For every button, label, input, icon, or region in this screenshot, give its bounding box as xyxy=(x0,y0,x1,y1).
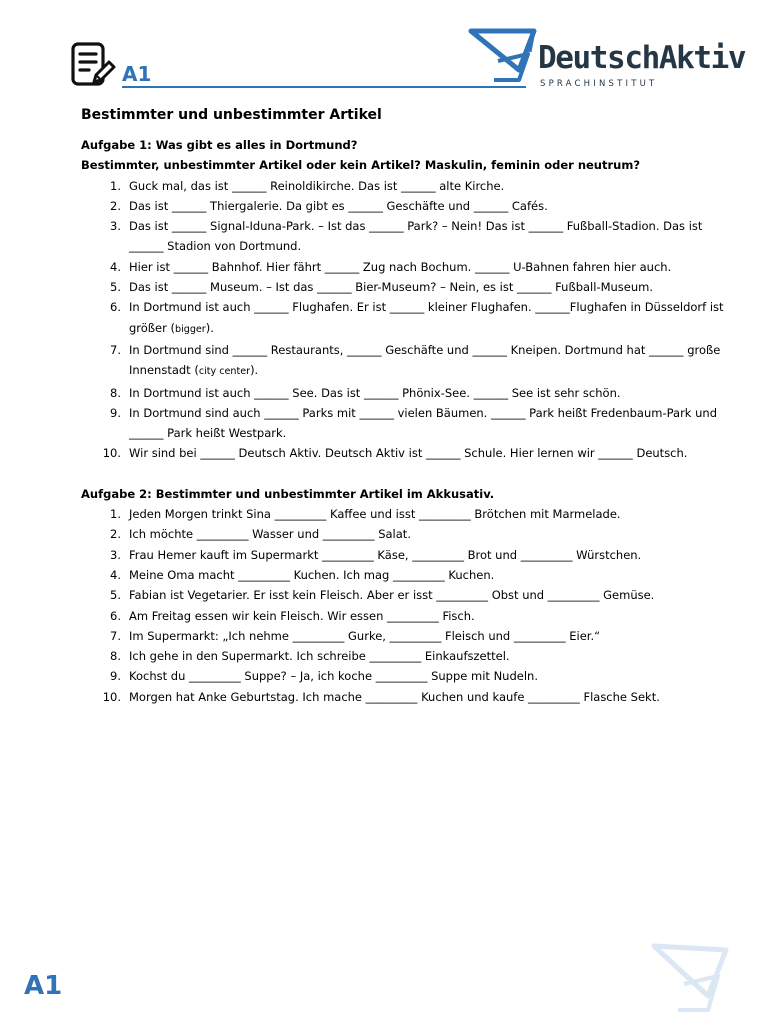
watermark-logo-icon xyxy=(650,940,730,1016)
exercise-item xyxy=(81,340,731,383)
item-number: 1. xyxy=(110,178,121,193)
item-text: Wir sind bei ______ Deutsch Aktiv. Deutsch Aktiv ist ______ Schule. Hier lernen wir ______ Deutsch. xyxy=(129,446,688,461)
translation-note: bigger xyxy=(175,323,206,335)
item-number: 8. xyxy=(110,649,121,664)
exercise-item xyxy=(81,216,731,257)
exercise-item xyxy=(81,626,731,646)
item-number: 5. xyxy=(110,588,121,603)
exercise-item xyxy=(81,383,731,403)
item-text: In Dortmund ist auch ______ See. Das ist ______ Phönix-See. ______ See ist sehr schön. xyxy=(129,385,621,400)
item-number: 9. xyxy=(110,405,121,420)
exercise-item xyxy=(81,176,731,196)
item-text: Ich möchte _________ Wasser und _________ Salat. xyxy=(129,527,411,542)
exercise-item xyxy=(81,666,731,686)
translation-note: city center xyxy=(198,366,251,378)
item-number: 9. xyxy=(110,669,121,684)
item-number: 6. xyxy=(110,608,121,623)
item-number: 7. xyxy=(110,342,121,357)
item-text: Meine Oma macht _________ Kuchen. Ich mag _________ Kuchen. xyxy=(129,567,495,582)
task2-heading: Aufgabe 2: Bestimmter und unbestimmter Artikel im Akkusativ. xyxy=(81,486,495,501)
exercise-item xyxy=(81,606,731,626)
item-text: Ich gehe in den Supermarkt. Ich schreibe _________ Einkaufszettel. xyxy=(129,649,510,664)
worksheet-pencil-icon xyxy=(70,42,116,88)
exercise-item xyxy=(81,297,731,340)
exercise-item xyxy=(81,403,731,444)
logo-subtitle: SPRACHINSTITUT xyxy=(540,79,658,89)
item-number: 3. xyxy=(110,219,121,234)
item-text: Das ist ______ Signal-Iduna-Park. – Ist das ______ Park? – Nein! Das ist ______ Fußball-Stadion. Das ist ______ Stadion von Dortmund. xyxy=(129,219,703,254)
level-badge-bottom: A1 xyxy=(24,971,63,1001)
item-text: Hier ist ______ Bahnhof. Hier fährt ______ Zug nach Bochum. ______ U-Bahnen fahren hier auch. xyxy=(129,259,672,274)
exercise-item xyxy=(81,504,731,524)
exercise-item xyxy=(81,443,731,463)
item-text: Im Supermarkt: „Ich nehme _________ Gurke, _________ Fleisch und _________ Eier.“ xyxy=(129,628,601,643)
item-number: 1. xyxy=(110,507,121,522)
item-text: Morgen hat Anke Geburtstag. Ich mache _________ Kuchen und kaufe _________ Flasche Sekt. xyxy=(129,689,660,704)
page-title: Bestimmter und unbestimmter Artikel xyxy=(81,107,382,123)
item-number: 10. xyxy=(102,689,121,704)
item-text: In Dortmund sind ______ Restaurants, ______ Geschäfte und ______ Kneipen. Dortmund hat ______ große Innenstadt ( xyxy=(129,342,721,378)
task2-list xyxy=(81,504,731,707)
exercise-item xyxy=(81,687,731,707)
exercise-item xyxy=(81,565,731,585)
logo-wordmark: DeutschAktiv xyxy=(538,40,746,76)
task1-heading: Aufgabe 1: Was gibt es alles in Dortmund? xyxy=(81,138,358,152)
item-text: Das ist ______ Museum. – Ist das ______ Bier-Museum? – Nein, es ist ______ Fußball-Museum. xyxy=(129,280,654,295)
level-badge-top: A1 xyxy=(122,62,152,86)
item-number: 2. xyxy=(110,198,121,213)
exercise-item xyxy=(81,545,731,565)
item-text: In Dortmund sind auch ______ Parks mit ______ vielen Bäumen. ______ Park heißt Fredenbaum-Park und ______ Park heißt Westpark. xyxy=(129,405,717,441)
task1-instruction: Bestimmter, unbestimmter Artikel oder kein Artikel? Maskulin, feminin oder neutrum? xyxy=(81,158,640,173)
item-number: 6. xyxy=(110,300,121,315)
item-text-end: ). xyxy=(205,320,214,335)
item-text: Das ist ______ Thiergalerie. Da gibt es ______ Geschäfte und ______ Cafés. xyxy=(129,198,548,213)
exercise-item xyxy=(81,524,731,544)
item-text: Kochst du _________ Suppe? – Ja, ich koche _________ Suppe mit Nudeln. xyxy=(129,669,538,684)
item-number: 4. xyxy=(110,567,121,582)
item-text-end: ). xyxy=(250,363,259,378)
item-number: 5. xyxy=(110,280,121,295)
exercise-item xyxy=(81,196,731,216)
item-number: 7. xyxy=(110,628,121,643)
item-text: Jeden Morgen trinkt Sina _________ Kaffee und isst _________ Brötchen mit Marmelade. xyxy=(129,507,621,522)
exercise-item xyxy=(81,646,731,666)
item-number: 4. xyxy=(110,259,121,274)
item-number: 3. xyxy=(110,547,121,562)
item-number: 2. xyxy=(110,527,121,542)
item-text: In Dortmund ist auch ______ Flughafen. Er ist ______ kleiner Flughafen. ______Flughafen in Düsseldorf ist größer ( xyxy=(129,300,724,335)
item-text: Am Freitag essen wir kein Fleisch. Wir essen _________ Fisch. xyxy=(129,608,475,623)
worksheet-content xyxy=(81,105,731,707)
exercise-item xyxy=(81,257,731,277)
exercise-item xyxy=(81,277,731,297)
item-text: Guck mal, das ist ______ Reinoldikirche. Das ist ______ alte Kirche. xyxy=(129,178,505,193)
logo-mark-icon xyxy=(468,28,538,84)
item-number: 8. xyxy=(110,385,121,400)
task1-list xyxy=(81,176,731,464)
item-text: Fabian ist Vegetarier. Er isst kein Fleisch. Aber er isst _________ Obst und _________ Gemüse. xyxy=(129,588,655,603)
exercise-item xyxy=(81,585,731,605)
item-number: 10. xyxy=(102,446,121,461)
item-text: Frau Hemer kauft im Supermarkt _________ Käse, _________ Brot und _________ Würstchen. xyxy=(129,547,642,562)
header-divider xyxy=(122,86,526,88)
